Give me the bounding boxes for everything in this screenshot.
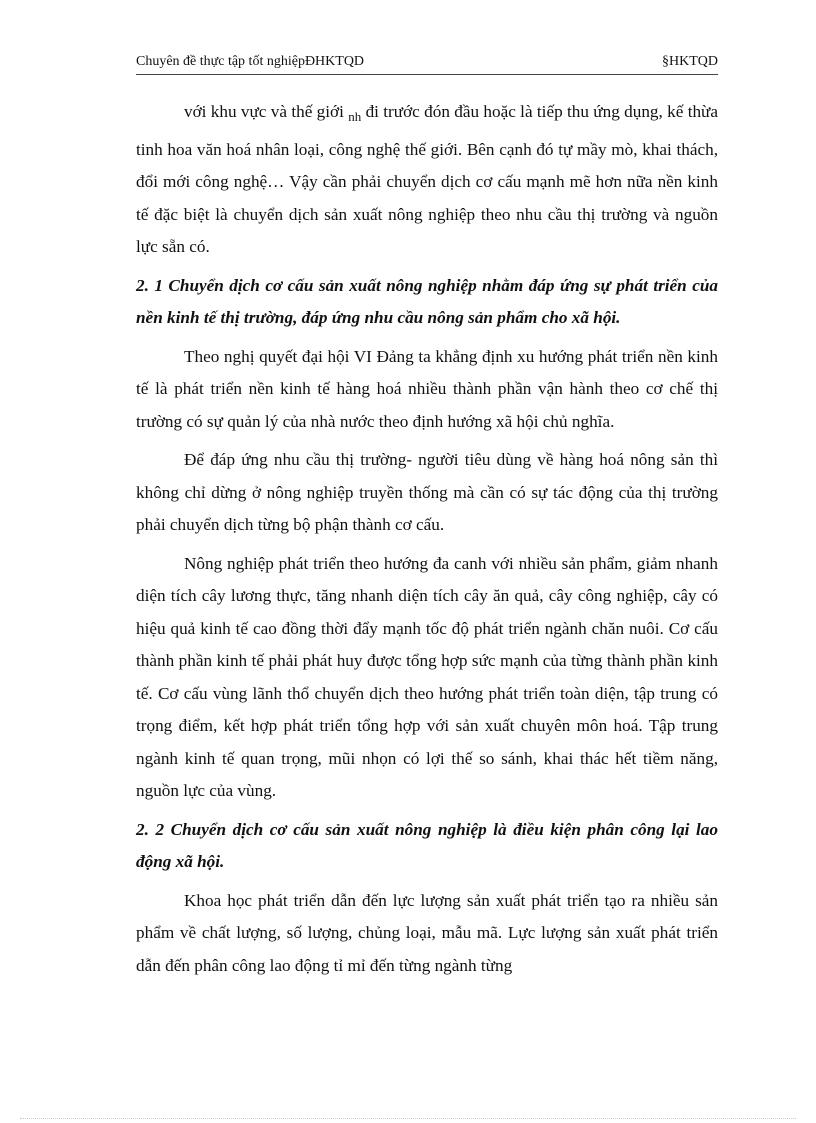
section-heading-2-1: 2. 1 Chuyển dịch cơ cấu sản xuất nông nghiệp nhằm đáp ứng sự phát triển của nền kinh tế thị trường, đáp ứng nhu cầu nông sản phẩm cho xã hội.: [136, 275, 718, 327]
header-left-text: Chuyên đề thực tập tốt nghiệpĐHKTQD: [136, 54, 365, 69]
paragraph-1-start: với khu vực và thế giới: [184, 102, 349, 121]
paragraph-1-end: đi trước đón đầu hoặc là tiếp thu ứng dụng, kế thừa tinh hoa văn hoá nhân loại, công nghệ thế giới. Bên cạnh đó tự mầy mò, khai thách, đổi mới công nghệ… Vậy cần phải chuyển dịch cơ cấu mạnh mẽ hơn nữa nền kinh tế đặc biệt là chuyển dịch sản xuất nông nghiệp theo nhu cầu thị trường và nguồn lực sẵn có.: [136, 102, 719, 256]
page-header: [136, 48, 718, 75]
paragraph-5: Khoa học phát triển dẫn đến lực lượng sản xuất phát triển tạo ra nhiều sản phẩm về chất lượng, số lượng, chủng loại, mẫu mã. Lực lượng sản xuất phát triển dẫn đến phân công lao động tỉ mỉ đến từng ngành từng: [136, 890, 718, 975]
paragraph-4: Nông nghiệp phát triển theo hướng đa canh với nhiều sản phẩm, giảm nhanh diện tích cây lương thực, tăng nhanh diện tích cây ăn quả, cây công nghiệp, cây có hiệu quả kinh tế cao đồng thời đẩy mạnh tốc độ phát triển ngành chăn nuôi. Cơ cấu thành phần kinh tế phải phát huy được tổng hợp sức mạnh của từng thành phần kinh tế. Cơ cấu vùng lãnh thổ chuyển dịch theo hướng phát triển toàn diện, tập trung có trọng điểm, kết hợp phát triển tổng hợp với sản xuất chuyên môn hoá. Tập trung ngành kinh tế quan trọng, mũi nhọn có lợi thế so sánh, khai thác hết tiềm năng, nguồn lực của vùng.: [136, 553, 718, 800]
document-body: [136, 96, 718, 982]
header-right-text: §HKTQD: [662, 54, 718, 69]
paragraph-2: Theo nghị quyết đại hội VI Đảng ta khẳng định xu hướng phát triển nền kinh tế là phát triển nền kinh tế hàng hoá nhiều thành phần vận hành theo cơ chế thị trường có sự quản lý của nhà nước theo định hướng xã hội chủ nghĩa.: [136, 346, 718, 431]
paragraph-1-subscript: nh: [348, 109, 362, 124]
paragraph-1: [136, 96, 718, 264]
paragraph-3: Để đáp ứng nhu cầu thị trường- người tiêu dùng về hàng hoá nông sản thì không chỉ dừng ở nông nghiệp truyền thống mà cần có sự tác động của thị trường phải chuyển dịch từng bộ phận thành cơ cấu.: [136, 450, 718, 534]
page-bottom-divider: [20, 1118, 796, 1119]
section-heading-2-2: 2. 2 Chuyển dịch cơ cấu sản xuất nông nghiệp là điều kiện phân công lại lao động xã hội.: [136, 819, 718, 871]
